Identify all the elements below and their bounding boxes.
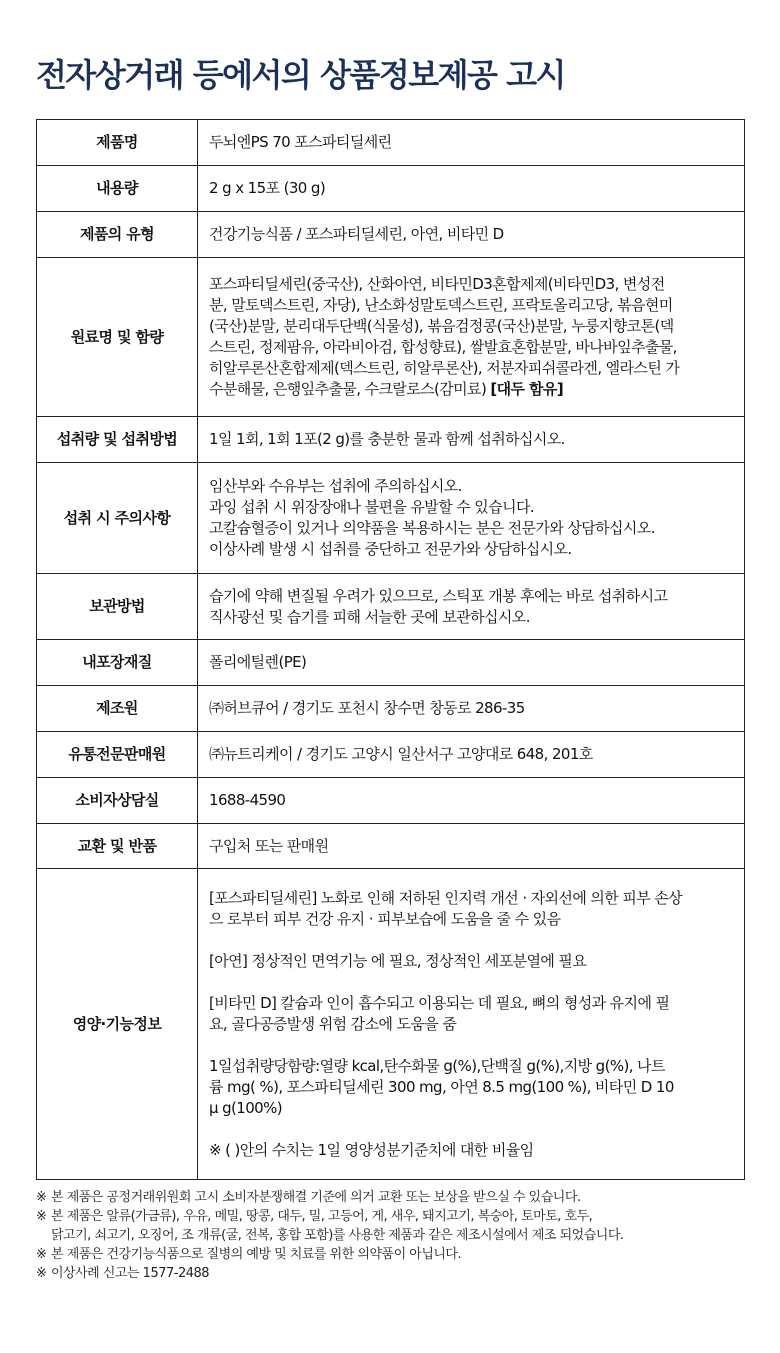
row-label: 제조원 bbox=[37, 686, 198, 732]
text-line: ※ ( )안의 수치는 1일 영양성분기준치에 대한 비율임 bbox=[209, 1140, 534, 1159]
row-label: 영양·기능정보 bbox=[37, 869, 198, 1180]
row-value: ㈜허브큐어 / 경기도 포천시 창수면 창동로 286-35 bbox=[198, 686, 745, 732]
row-label: 내포장재질 bbox=[37, 640, 198, 686]
table-row bbox=[37, 778, 745, 824]
row-label: 교환 및 반품 bbox=[37, 824, 198, 869]
table-row bbox=[37, 640, 745, 686]
row-value: 1688-4590 bbox=[198, 778, 745, 824]
row-label: 소비자상담실 bbox=[37, 778, 198, 824]
row-label: 섭취 시 주의사항 bbox=[37, 463, 198, 574]
row-label: 보관방법 bbox=[37, 574, 198, 640]
table-row bbox=[37, 258, 745, 417]
row-label: 제품명 bbox=[37, 120, 198, 166]
table-row bbox=[37, 686, 745, 732]
row-label: 유통전문판매원 bbox=[37, 732, 198, 778]
text-line: [아연] 정상적인 면역기능 에 필요, 정상적인 세포분열에 필요 bbox=[209, 951, 587, 970]
table-row bbox=[37, 120, 745, 166]
row-label: 원료명 및 함량 bbox=[37, 258, 198, 417]
text-line: 과잉 섭취 시 위장장애나 불편을 유발할 수 있습니다. bbox=[209, 498, 535, 516]
row-value: 건강기능식품 / 포스파티딜세린, 아연, 비타민 D bbox=[198, 212, 745, 258]
text-line: [포스파티딜세린] 노화로 인해 저하된 인지력 개선 · 자외선에 의한 피부 손상 bbox=[209, 888, 683, 907]
footnote-line: 본 제품은 건강기능식품으로 질병의 예방 및 치료를 위한 의약품이 아닙니다. bbox=[51, 1247, 462, 1262]
reference-mark-icon: ※ bbox=[36, 1209, 47, 1224]
table-row bbox=[37, 166, 745, 212]
text-line: 륨 mg( %), 포스파티딜세린 300 mg, 아연 8.5 mg(100 %), 비타민 D 10 bbox=[209, 1077, 674, 1096]
table-row bbox=[37, 463, 745, 574]
nutrition-paragraph bbox=[209, 951, 732, 972]
row-label: 섭취량 및 섭취방법 bbox=[37, 417, 198, 463]
row-value bbox=[198, 574, 745, 640]
text-line: 히알루론산혼합제제(덱스트린, 히알루론산), 저분자피쉬콜라겐, 엘라스틴 가 bbox=[209, 359, 680, 377]
row-value: 구입처 또는 판매원 bbox=[198, 824, 745, 869]
footnote-line: 본 제품은 알류(가금류), 우유, 메밀, 땅콩, 대두, 밀, 고등어, 게, 새우, 돼지고기, 복숭아, 토마토, 호두, bbox=[51, 1209, 593, 1224]
text-line: 1일섭취량당함량:열량 kcal,탄수화물 g(%),단백질 g(%),지방 g(%), 나트 bbox=[209, 1056, 665, 1075]
reference-mark-icon: ※ bbox=[36, 1266, 47, 1281]
allergen-notice: [대두 함유] bbox=[490, 380, 564, 398]
footnote-item bbox=[36, 1207, 746, 1245]
page-title: 전자상거래 등에서의 상품정보제공 고시 bbox=[36, 56, 565, 94]
nutrition-paragraph bbox=[209, 888, 732, 930]
text-line bbox=[209, 379, 732, 400]
text-line: 습기에 약해 변질될 우려가 있으므로, 스틱포 개봉 후에는 바로 섭취하시고 bbox=[209, 586, 668, 605]
reference-mark-icon: ※ bbox=[36, 1190, 47, 1205]
table-row bbox=[37, 824, 745, 869]
text-line: 요, 골다공증발생 위험 감소에 도움을 줌 bbox=[209, 1014, 457, 1033]
footnote-line: 닭고기, 쇠고기, 오징어, 조 개류(굴, 전복, 홍합 포함)를 사용한 제품과 같은 제조시설에서 제조 되었습니다. bbox=[51, 1228, 624, 1243]
nutrition-paragraph bbox=[209, 1140, 732, 1161]
text-line: 분, 말토덱스트린, 자당), 난소화성말토덱스트린, 프락토올리고당, 볶음현미 bbox=[209, 296, 673, 314]
text-line: 스트린, 정제팜유, 아라비아검, 합성향료), 쌀발효혼합분말, 바나바잎추출물, bbox=[209, 338, 677, 356]
row-value: 1일 1회, 1회 1포(2 g)를 충분한 물과 함께 섭취하십시오. bbox=[198, 417, 745, 463]
row-value bbox=[198, 869, 745, 1180]
text-line: 이상사례 발생 시 섭취를 중단하고 전문가와 상담하십시오. bbox=[209, 540, 572, 558]
row-value: ㈜뉴트리케이 / 경기도 고양시 일산서구 고양대로 648, 201호 bbox=[198, 732, 745, 778]
footnote-item bbox=[36, 1264, 746, 1283]
footnote-line: 본 제품은 공정거래위원회 고시 소비자분쟁해결 기준에 의거 교환 또는 보상을 받으실 수 있습니다. bbox=[51, 1190, 581, 1205]
footnote-item bbox=[36, 1245, 746, 1264]
row-value: 2 g x 15포 (30 g) bbox=[198, 166, 745, 212]
text-line: 직사광선 및 습기를 피해 서늘한 곳에 보관하십시오. bbox=[209, 607, 530, 626]
text-line-part: 수분해물, 은행잎추출물, 수크랄로스(감미료) bbox=[209, 380, 491, 398]
footnote-item bbox=[36, 1188, 746, 1207]
nutrition-paragraph bbox=[209, 993, 732, 1035]
text-line: [비타민 D] 칼슘과 인이 흡수되고 이용되는 데 필요, 뼈의 형성과 유지에 필 bbox=[209, 993, 670, 1012]
reference-mark-icon: ※ bbox=[36, 1247, 47, 1262]
footnote-line: 이상사례 신고는 1577-2488 bbox=[51, 1266, 210, 1281]
row-value: 폴리에틸렌(PE) bbox=[198, 640, 745, 686]
row-label: 내용량 bbox=[37, 166, 198, 212]
table-row bbox=[37, 869, 745, 1180]
text-line: 포스파티딜세린(중국산), 산화아연, 비타민D3혼합제제(비타민D3, 변성전 bbox=[209, 275, 665, 293]
text-line: 임산부와 수유부는 섭취에 주의하십시오. bbox=[209, 477, 462, 495]
row-value bbox=[198, 258, 745, 417]
row-value bbox=[198, 463, 745, 574]
row-label: 제품의 유형 bbox=[37, 212, 198, 258]
table-row bbox=[37, 574, 745, 640]
table-row bbox=[37, 212, 745, 258]
table-row bbox=[37, 732, 745, 778]
product-info-table bbox=[36, 119, 745, 1180]
nutrition-paragraph bbox=[209, 1056, 732, 1119]
text-line: μ g(100%) bbox=[209, 1098, 283, 1117]
text-line: 으 로부터 피부 건강 유지 · 피부보습에 도움을 줄 수 있음 bbox=[209, 909, 561, 928]
footnotes bbox=[36, 1188, 746, 1283]
text-line: (국산)분말, 분리대두단백(식물성), 볶음검정콩(국산)분말, 누룽지향코톤(덱 bbox=[209, 317, 674, 335]
text-line: 고칼슘혈증이 있거나 의약품을 복용하시는 분은 전문가와 상담하십시오. bbox=[209, 519, 655, 537]
row-value: 두뇌엔PS 70 포스파티딜세린 bbox=[198, 120, 745, 166]
table-row bbox=[37, 417, 745, 463]
